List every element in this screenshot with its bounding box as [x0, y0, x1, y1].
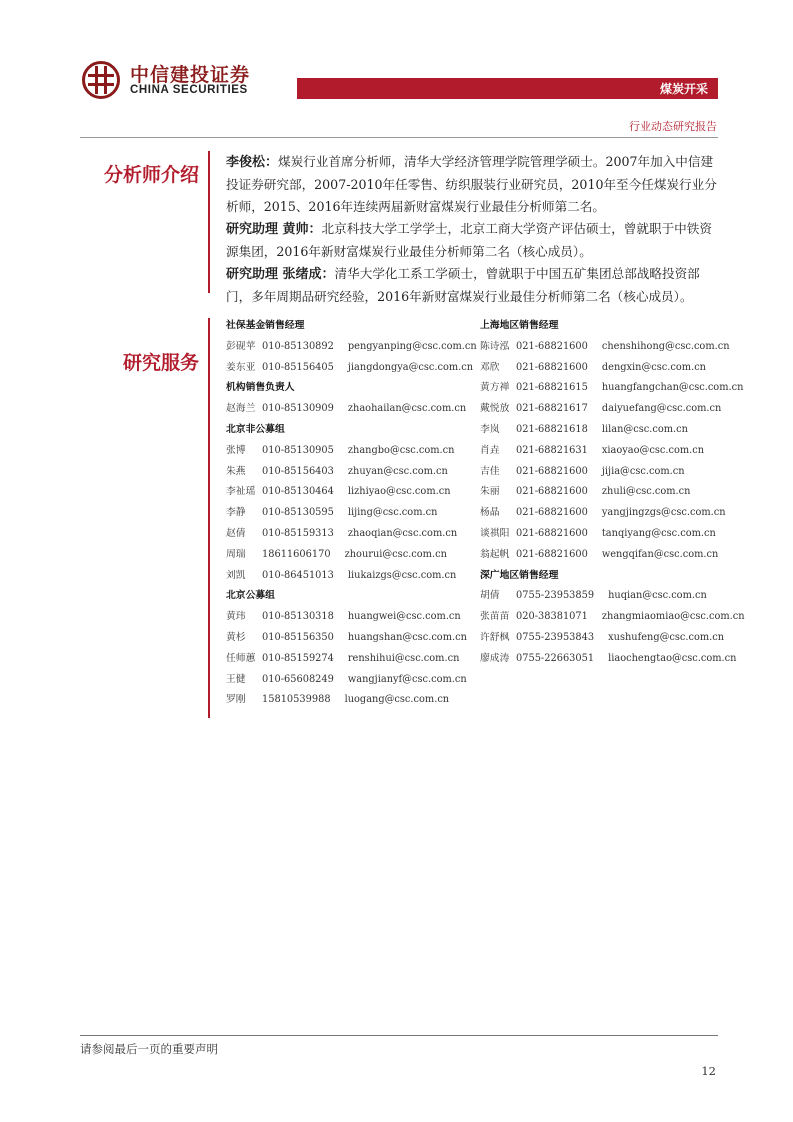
contact-name: 邓欣: [480, 361, 500, 373]
contact-phone: 010-85130892: [262, 340, 334, 352]
analyst-paragraph: [226, 218, 721, 263]
contact-email[interactable]: zhangmiaomiao@csc.com.cn: [601, 611, 745, 623]
contact-email[interactable]: jijia@csc.com.cn: [601, 465, 685, 477]
contact-email[interactable]: wangjianyf@csc.com.cn: [347, 673, 467, 685]
contact-phone: 010-85130905: [262, 444, 334, 456]
logo-english-name: CHINA SECURITIES: [130, 84, 248, 96]
contact-email[interactable]: dengxin@csc.com.cn: [601, 361, 706, 373]
header-divider: [80, 137, 718, 138]
analyst-name: 李俊松：: [226, 155, 279, 170]
analyst-section-divider: [208, 151, 210, 293]
contact-group-heading: 机构销售负责人: [226, 382, 295, 394]
contact-row: [480, 378, 744, 399]
contact-phone: 021-68821600: [516, 527, 588, 539]
contact-name: 肖垚: [480, 444, 500, 456]
contact-email[interactable]: lijing@csc.com.cn: [347, 507, 438, 519]
citic-logo-icon: [80, 60, 124, 100]
contact-email[interactable]: daiyuefang@csc.com.cn: [601, 403, 722, 415]
contact-name: 杨晶: [480, 507, 500, 519]
contact-email[interactable]: xiaoyao@csc.com.cn: [601, 444, 705, 456]
contact-name: 黄方禅: [480, 382, 510, 394]
analyst-intro: [226, 151, 721, 308]
contact-phone: 021-68821600: [516, 465, 588, 477]
contact-row: [480, 482, 740, 503]
contact-name: 姜东亚: [226, 361, 256, 373]
contact-name: 赵倩: [226, 527, 246, 539]
contact-email[interactable]: zhaohailan@csc.com.cn: [347, 403, 467, 415]
analyst-paragraph: [226, 151, 721, 218]
contact-row: [480, 607, 745, 628]
contact-phone: 0755-22663051: [516, 652, 595, 664]
contact-group-heading: 社保基金销售经理: [226, 320, 305, 331]
contact-phone: 010-85156350: [262, 631, 334, 643]
contact-group-heading: 北京公募组: [226, 590, 275, 602]
contact-name: 彭砚苹: [226, 340, 256, 352]
contact-name: 陈诗泓: [480, 340, 510, 352]
contact-row: [226, 358, 486, 379]
contact-email[interactable]: huangshan@csc.com.cn: [347, 631, 467, 643]
industry-bar: [297, 78, 718, 99]
contact-phone: 010-85130464: [262, 486, 334, 498]
contact-row: [226, 607, 486, 628]
contact-name: 吉佳: [480, 465, 500, 477]
contact-name: 戴悦放: [480, 403, 510, 415]
contact-email[interactable]: luogang@csc.com.cn: [344, 694, 450, 706]
contact-name: 胡倩: [480, 590, 500, 602]
contact-row: [226, 649, 486, 670]
contact-phone: 010-85130909: [262, 403, 334, 415]
contact-row: [480, 420, 740, 441]
contact-row: [226, 441, 486, 462]
contact-row: [480, 503, 740, 524]
page-number: 12: [701, 1064, 716, 1078]
contact-phone: 021-68821600: [516, 361, 588, 373]
contact-row: [480, 628, 740, 649]
contact-email[interactable]: pengyanping@csc.com.cn: [347, 340, 477, 352]
sales-contacts-left: [226, 316, 486, 711]
contact-email[interactable]: wengqifan@csc.com.cn: [601, 548, 719, 560]
contact-email[interactable]: chenshihong@csc.com.cn: [601, 340, 730, 352]
contact-phone: 18611606170: [262, 548, 331, 560]
contact-name: 谈祺阳: [480, 527, 510, 539]
contact-name: 赵海兰: [226, 403, 256, 415]
contact-name: 罗刚: [226, 694, 246, 706]
analyst-section-title: 分析师介绍: [104, 164, 200, 186]
contact-row: [226, 462, 486, 483]
contact-name: 王健: [226, 673, 246, 685]
contact-phone: 010-85156405: [262, 361, 334, 373]
contact-row: [480, 545, 740, 566]
contact-phone: 021-68821631: [516, 444, 588, 456]
contact-row: [226, 524, 486, 545]
contact-row: [226, 337, 486, 358]
contact-row: [226, 503, 486, 524]
contact-row: [226, 690, 486, 711]
contact-phone: 021-68821600: [516, 340, 588, 352]
contact-phone: 010-86451013: [262, 569, 334, 581]
contact-row: [480, 586, 740, 607]
contact-email[interactable]: liaochengtao@csc.com.cn: [608, 652, 737, 664]
contact-phone: 15810539988: [262, 694, 331, 706]
contact-name: 李静: [226, 507, 246, 519]
footer-disclaimer: 请参阅最后一页的重要声明: [80, 1042, 218, 1056]
analyst-bio: 清华大学化工系工学硕士，曾就职于中国五矿集团总部战略投资部门，多年周期品研究经验，2016年新财富煤炭行业最佳分析师第二名（核心成员）。: [226, 266, 700, 304]
contact-phone: 021-68821600: [516, 548, 588, 560]
contact-name: 许舒枫: [480, 631, 510, 643]
contact-email[interactable]: jiangdongya@csc.com.cn: [347, 361, 474, 373]
contact-group-heading: 上海地区销售经理: [480, 320, 559, 331]
service-section-title: 研究服务: [123, 352, 200, 374]
contact-row: [480, 649, 740, 670]
contact-row: [480, 399, 740, 420]
contact-phone: 020-38381071: [516, 611, 588, 623]
contact-phone: 021-68821600: [516, 486, 588, 498]
contact-name: 张博: [226, 444, 246, 456]
contact-email[interactable]: zhourui@csc.com.cn: [344, 548, 447, 560]
contact-name: 任师蕙: [226, 652, 256, 664]
contact-email[interactable]: huangwei@csc.com.cn: [347, 611, 461, 623]
contact-name: 刘凯: [226, 569, 246, 581]
contact-email[interactable]: zhaoqian@csc.com.cn: [347, 527, 458, 539]
analyst-name: 研究助理 张绪成：: [226, 267, 335, 282]
contact-phone: 021-68821600: [516, 507, 588, 519]
report-type: 行业动态研究报告: [629, 120, 717, 133]
contact-name: 李祉瑶: [226, 486, 256, 498]
contact-phone: 021-68821615: [516, 382, 588, 394]
contact-phone: 0755-23953843: [516, 631, 595, 643]
contact-name: 周瑞: [226, 548, 246, 560]
contact-row: [480, 441, 740, 462]
contact-row: [226, 566, 486, 587]
analyst-paragraph: [226, 263, 721, 308]
contact-row: [480, 524, 740, 545]
contact-row: [480, 358, 740, 379]
contact-name: 黄玮: [226, 611, 246, 623]
analyst-name: 研究助理 黄帅：: [226, 222, 322, 237]
contact-name: 李岚: [480, 423, 500, 435]
contact-name: 朱燕: [226, 465, 246, 477]
contact-email[interactable]: huqian@csc.com.cn: [608, 590, 707, 602]
contact-email[interactable]: lizhiyao@csc.com.cn: [347, 486, 451, 498]
contact-email[interactable]: zhuli@csc.com.cn: [601, 486, 691, 498]
contact-name: 张苗苗: [480, 611, 510, 623]
contact-email[interactable]: lilan@csc.com.cn: [601, 423, 688, 435]
contact-name: 廖成涛: [480, 652, 510, 664]
contact-phone: 010-65608249: [262, 673, 334, 685]
industry-label: 煤炭开采: [659, 82, 708, 96]
contact-group-heading: 深广地区销售经理: [480, 569, 559, 581]
contact-email[interactable]: tanqiyang@csc.com.cn: [601, 527, 716, 539]
contact-email[interactable]: renshihui@csc.com.cn: [347, 652, 460, 664]
company-logo: [80, 60, 280, 100]
logo-chinese-name: 中信建投证券: [130, 64, 251, 86]
contact-row: [480, 462, 740, 483]
contact-email[interactable]: zhuyan@csc.com.cn: [347, 465, 448, 477]
contact-phone: 010-85130318: [262, 611, 334, 623]
service-section-divider: [208, 318, 210, 718]
contact-name: 黄杉: [226, 631, 246, 643]
contact-row: [226, 399, 486, 420]
contact-row: [226, 628, 486, 649]
contact-name: 翁起帆: [480, 548, 510, 560]
contact-phone: 0755-23953859: [516, 590, 595, 602]
contact-name: 朱丽: [480, 486, 500, 498]
contact-group-heading: 北京非公募组: [226, 423, 285, 435]
analyst-bio: 北京科技大学工学学士，北京工商大学资产评估硕士，曾就职于中铁资源集团，2016年新财富煤炭行业最佳分析师第二名（核心成员）。: [226, 221, 712, 259]
contact-phone: 010-85130595: [262, 507, 334, 519]
contact-row: [480, 337, 740, 358]
contact-email[interactable]: yangjingzgs@csc.com.cn: [601, 507, 726, 519]
contact-row: [226, 545, 486, 566]
footer-divider: [80, 1035, 718, 1036]
contact-phone: 021-68821618: [516, 423, 588, 435]
contact-phone: 010-85159313: [262, 527, 334, 539]
contact-email[interactable]: xushufeng@csc.com.cn: [608, 631, 725, 643]
sales-contacts-right: [480, 316, 745, 670]
contact-row: [226, 670, 486, 691]
contact-email[interactable]: liukaizgs@csc.com.cn: [347, 569, 457, 581]
contact-phone: 021-68821617: [516, 403, 588, 415]
contact-email[interactable]: zhangbo@csc.com.cn: [347, 444, 455, 456]
contact-row: [226, 482, 486, 503]
contact-phone: 010-85159274: [262, 652, 334, 664]
contact-email[interactable]: huangfangchan@csc.com.cn: [601, 382, 744, 394]
contact-phone: 010-85156403: [262, 465, 334, 477]
analyst-bio: 煤炭行业首席分析师，清华大学经济管理学院管理学硕士。2007年加入中信建投证券研究部，2007-2010年任零售、纺织服装行业研究员，2010年至今任煤炭行业分析师，2015、2016年连续两届新财富煤炭行业最佳分析师第二名。: [226, 154, 717, 214]
